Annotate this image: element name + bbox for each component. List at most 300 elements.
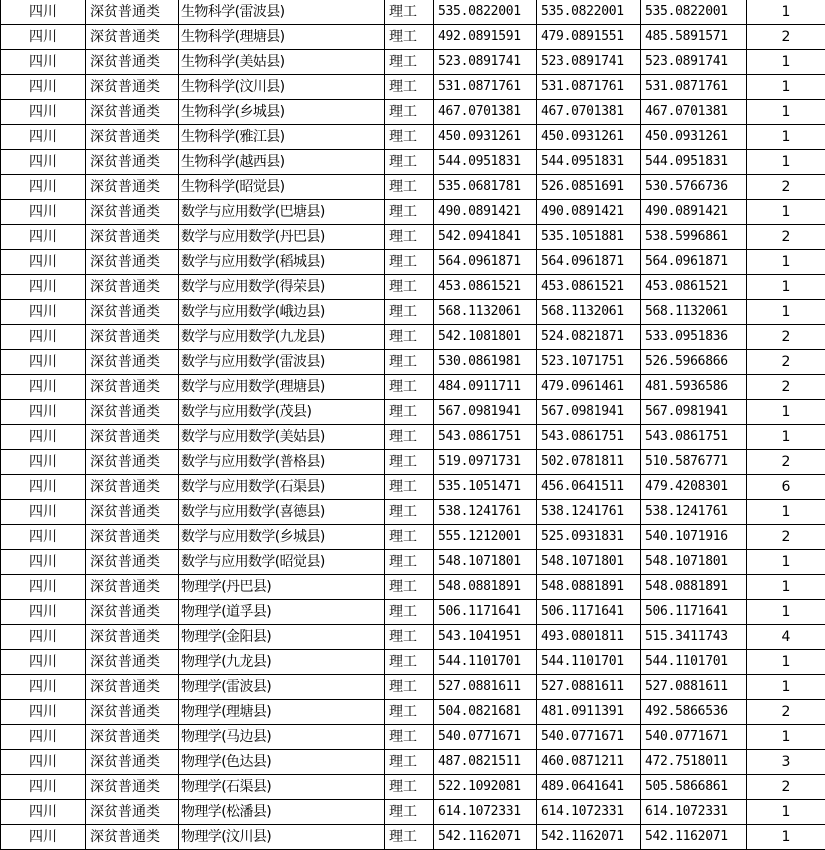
subject-type-cell: 理工 — [385, 650, 434, 675]
min-score-cell: 568.1132061 — [537, 300, 641, 325]
category-cell: 深贫普通类 — [86, 100, 179, 125]
max-score-cell: 544.1101701 — [434, 650, 537, 675]
avg-score-cell: 567.0981941 — [641, 400, 747, 425]
category-cell: 深贫普通类 — [86, 25, 179, 50]
min-score-cell: 542.1162071 — [537, 825, 641, 850]
max-score-cell: 519.0971731 — [434, 450, 537, 475]
max-score-cell: 467.0701381 — [434, 100, 537, 125]
major-cell: 数学与应用数学(普格县) — [179, 450, 385, 475]
subject-type-cell: 理工 — [385, 800, 434, 825]
avg-score-cell: 526.5966866 — [641, 350, 747, 375]
subject-type-cell: 理工 — [385, 550, 434, 575]
avg-score-cell: 530.5766736 — [641, 175, 747, 200]
subject-type-cell: 理工 — [385, 50, 434, 75]
admit-count-cell: 2 — [747, 775, 825, 800]
category-cell: 深贫普通类 — [86, 375, 179, 400]
min-score-cell: 502.0781811 — [537, 450, 641, 475]
category-cell: 深贫普通类 — [86, 750, 179, 775]
max-score-cell: 450.0931261 — [434, 125, 537, 150]
max-score-cell: 523.0891741 — [434, 50, 537, 75]
admit-count-cell: 2 — [747, 175, 825, 200]
province-cell: 四川 — [1, 550, 86, 575]
admit-count-cell: 1 — [747, 425, 825, 450]
major-cell: 生物科学(汶川县) — [179, 75, 385, 100]
province-cell: 四川 — [1, 250, 86, 275]
min-score-cell: 543.0861751 — [537, 425, 641, 450]
province-cell: 四川 — [1, 800, 86, 825]
major-cell: 数学与应用数学(茂县) — [179, 400, 385, 425]
min-score-cell: 490.0891421 — [537, 200, 641, 225]
subject-type-cell: 理工 — [385, 200, 434, 225]
category-cell: 深贫普通类 — [86, 175, 179, 200]
province-cell: 四川 — [1, 775, 86, 800]
major-cell: 物理学(丹巴县) — [179, 575, 385, 600]
admit-count-cell: 2 — [747, 225, 825, 250]
max-score-cell: 544.0951831 — [434, 150, 537, 175]
admit-count-cell: 1 — [747, 800, 825, 825]
subject-type-cell: 理工 — [385, 175, 434, 200]
max-score-cell: 538.1241761 — [434, 500, 537, 525]
table-row — [1, 800, 825, 825]
table-row — [1, 350, 825, 375]
subject-type-cell: 理工 — [385, 525, 434, 550]
province-cell: 四川 — [1, 350, 86, 375]
major-cell: 生物科学(昭觉县) — [179, 175, 385, 200]
subject-type-cell: 理工 — [385, 625, 434, 650]
table-row — [1, 700, 825, 725]
table-row — [1, 50, 825, 75]
major-cell: 物理学(汶川县) — [179, 825, 385, 850]
avg-score-cell: 481.5936586 — [641, 375, 747, 400]
table-row — [1, 550, 825, 575]
table-row — [1, 300, 825, 325]
category-cell: 深贫普通类 — [86, 350, 179, 375]
admit-count-cell: 2 — [747, 325, 825, 350]
avg-score-cell: 505.5866861 — [641, 775, 747, 800]
admit-count-cell: 2 — [747, 525, 825, 550]
major-cell: 数学与应用数学(乡城县) — [179, 525, 385, 550]
max-score-cell: 540.0771671 — [434, 725, 537, 750]
province-cell: 四川 — [1, 225, 86, 250]
table-row — [1, 150, 825, 175]
table-row — [1, 750, 825, 775]
admit-count-cell: 1 — [747, 675, 825, 700]
avg-score-cell: 540.0771671 — [641, 725, 747, 750]
province-cell: 四川 — [1, 275, 86, 300]
avg-score-cell: 614.1072331 — [641, 800, 747, 825]
category-cell: 深贫普通类 — [86, 650, 179, 675]
major-cell: 数学与应用数学(峨边县) — [179, 300, 385, 325]
major-cell: 生物科学(雅江县) — [179, 125, 385, 150]
table-row — [1, 175, 825, 200]
avg-score-cell: 542.1162071 — [641, 825, 747, 850]
max-score-cell: 484.0911711 — [434, 375, 537, 400]
province-cell: 四川 — [1, 750, 86, 775]
min-score-cell: 614.1072331 — [537, 800, 641, 825]
max-score-cell: 543.1041951 — [434, 625, 537, 650]
avg-score-cell: 492.5866536 — [641, 700, 747, 725]
admit-count-cell: 3 — [747, 750, 825, 775]
category-cell: 深贫普通类 — [86, 275, 179, 300]
category-cell: 深贫普通类 — [86, 400, 179, 425]
min-score-cell: 479.0961461 — [537, 375, 641, 400]
province-cell: 四川 — [1, 75, 86, 100]
table-row — [1, 225, 825, 250]
admit-count-cell: 1 — [747, 650, 825, 675]
admit-count-cell: 1 — [747, 50, 825, 75]
category-cell: 深贫普通类 — [86, 800, 179, 825]
max-score-cell: 542.0941841 — [434, 225, 537, 250]
subject-type-cell: 理工 — [385, 450, 434, 475]
min-score-cell: 524.0821871 — [537, 325, 641, 350]
max-score-cell: 548.0881891 — [434, 575, 537, 600]
province-cell: 四川 — [1, 0, 86, 25]
category-cell: 深贫普通类 — [86, 200, 179, 225]
category-cell: 深贫普通类 — [86, 450, 179, 475]
province-cell: 四川 — [1, 675, 86, 700]
min-score-cell: 548.1071801 — [537, 550, 641, 575]
avg-score-cell: 479.4208301 — [641, 475, 747, 500]
max-score-cell: 492.0891591 — [434, 25, 537, 50]
subject-type-cell: 理工 — [385, 400, 434, 425]
avg-score-cell: 544.1101701 — [641, 650, 747, 675]
admit-count-cell: 1 — [747, 600, 825, 625]
admit-count-cell: 2 — [747, 350, 825, 375]
subject-type-cell: 理工 — [385, 725, 434, 750]
avg-score-cell: 510.5876771 — [641, 450, 747, 475]
category-cell: 深贫普通类 — [86, 250, 179, 275]
avg-score-cell: 453.0861521 — [641, 275, 747, 300]
major-cell: 数学与应用数学(喜德县) — [179, 500, 385, 525]
major-cell: 物理学(石渠县) — [179, 775, 385, 800]
major-cell: 物理学(雷波县) — [179, 675, 385, 700]
province-cell: 四川 — [1, 725, 86, 750]
table-body — [1, 0, 825, 850]
major-cell: 物理学(马边县) — [179, 725, 385, 750]
max-score-cell: 453.0861521 — [434, 275, 537, 300]
table-row — [1, 75, 825, 100]
major-cell: 数学与应用数学(得荣县) — [179, 275, 385, 300]
subject-type-cell: 理工 — [385, 300, 434, 325]
admit-count-cell: 2 — [747, 25, 825, 50]
major-cell: 物理学(色达县) — [179, 750, 385, 775]
min-score-cell: 489.0641641 — [537, 775, 641, 800]
avg-score-cell: 485.5891571 — [641, 25, 747, 50]
subject-type-cell: 理工 — [385, 25, 434, 50]
avg-score-cell: 543.0861751 — [641, 425, 747, 450]
admit-count-cell: 1 — [747, 125, 825, 150]
admit-count-cell: 2 — [747, 700, 825, 725]
subject-type-cell: 理工 — [385, 750, 434, 775]
admit-count-cell: 1 — [747, 75, 825, 100]
category-cell: 深贫普通类 — [86, 775, 179, 800]
category-cell: 深贫普通类 — [86, 700, 179, 725]
min-score-cell: 481.0911391 — [537, 700, 641, 725]
category-cell: 深贫普通类 — [86, 600, 179, 625]
min-score-cell: 467.0701381 — [537, 100, 641, 125]
category-cell: 深贫普通类 — [86, 300, 179, 325]
avg-score-cell: 467.0701381 — [641, 100, 747, 125]
subject-type-cell: 理工 — [385, 600, 434, 625]
table-row — [1, 250, 825, 275]
province-cell: 四川 — [1, 625, 86, 650]
admit-count-cell: 1 — [747, 500, 825, 525]
min-score-cell: 544.1101701 — [537, 650, 641, 675]
table-row — [1, 825, 825, 850]
table-row — [1, 275, 825, 300]
province-cell: 四川 — [1, 500, 86, 525]
category-cell: 深贫普通类 — [86, 575, 179, 600]
subject-type-cell: 理工 — [385, 425, 434, 450]
subject-type-cell: 理工 — [385, 675, 434, 700]
max-score-cell: 567.0981941 — [434, 400, 537, 425]
min-score-cell: 535.1051881 — [537, 225, 641, 250]
table-row — [1, 0, 825, 25]
min-score-cell: 523.1071751 — [537, 350, 641, 375]
table-row — [1, 100, 825, 125]
admit-count-cell: 1 — [747, 725, 825, 750]
avg-score-cell: 538.1241761 — [641, 500, 747, 525]
avg-score-cell: 515.3411743 — [641, 625, 747, 650]
table-row — [1, 775, 825, 800]
major-cell: 数学与应用数学(美姑县) — [179, 425, 385, 450]
province-cell: 四川 — [1, 50, 86, 75]
min-score-cell: 493.0801811 — [537, 625, 641, 650]
min-score-cell: 527.0881611 — [537, 675, 641, 700]
min-score-cell: 479.0891551 — [537, 25, 641, 50]
table-row — [1, 325, 825, 350]
category-cell: 深贫普通类 — [86, 625, 179, 650]
major-cell: 数学与应用数学(丹巴县) — [179, 225, 385, 250]
major-cell: 数学与应用数学(稻城县) — [179, 250, 385, 275]
admit-count-cell: 1 — [747, 275, 825, 300]
min-score-cell: 564.0961871 — [537, 250, 641, 275]
avg-score-cell: 568.1132061 — [641, 300, 747, 325]
avg-score-cell: 538.5996861 — [641, 225, 747, 250]
min-score-cell: 506.1171641 — [537, 600, 641, 625]
admit-count-cell: 1 — [747, 400, 825, 425]
min-score-cell: 548.0881891 — [537, 575, 641, 600]
avg-score-cell: 564.0961871 — [641, 250, 747, 275]
subject-type-cell: 理工 — [385, 500, 434, 525]
max-score-cell: 527.0881611 — [434, 675, 537, 700]
admit-count-cell: 2 — [747, 375, 825, 400]
max-score-cell: 490.0891421 — [434, 200, 537, 225]
avg-score-cell: 527.0881611 — [641, 675, 747, 700]
major-cell: 数学与应用数学(九龙县) — [179, 325, 385, 350]
admit-count-cell: 1 — [747, 550, 825, 575]
min-score-cell: 525.0931831 — [537, 525, 641, 550]
category-cell: 深贫普通类 — [86, 825, 179, 850]
admit-count-cell: 1 — [747, 100, 825, 125]
province-cell: 四川 — [1, 150, 86, 175]
table-row — [1, 725, 825, 750]
avg-score-cell: 535.0822001 — [641, 0, 747, 25]
admit-count-cell: 6 — [747, 475, 825, 500]
min-score-cell: 540.0771671 — [537, 725, 641, 750]
min-score-cell: 526.0851691 — [537, 175, 641, 200]
category-cell: 深贫普通类 — [86, 525, 179, 550]
max-score-cell: 504.0821681 — [434, 700, 537, 725]
category-cell: 深贫普通类 — [86, 50, 179, 75]
province-cell: 四川 — [1, 175, 86, 200]
major-cell: 物理学(金阳县) — [179, 625, 385, 650]
min-score-cell: 531.0871761 — [537, 75, 641, 100]
category-cell: 深贫普通类 — [86, 0, 179, 25]
category-cell: 深贫普通类 — [86, 75, 179, 100]
subject-type-cell: 理工 — [385, 775, 434, 800]
avg-score-cell: 472.7518011 — [641, 750, 747, 775]
admit-count-cell: 1 — [747, 825, 825, 850]
category-cell: 深贫普通类 — [86, 500, 179, 525]
province-cell: 四川 — [1, 400, 86, 425]
province-cell: 四川 — [1, 600, 86, 625]
province-cell: 四川 — [1, 450, 86, 475]
avg-score-cell: 506.1171641 — [641, 600, 747, 625]
province-cell: 四川 — [1, 325, 86, 350]
table-row — [1, 200, 825, 225]
max-score-cell: 531.0871761 — [434, 75, 537, 100]
major-cell: 生物科学(越西县) — [179, 150, 385, 175]
avg-score-cell: 533.0951836 — [641, 325, 747, 350]
subject-type-cell: 理工 — [385, 250, 434, 275]
major-cell: 数学与应用数学(昭觉县) — [179, 550, 385, 575]
table-row — [1, 650, 825, 675]
min-score-cell: 567.0981941 — [537, 400, 641, 425]
max-score-cell: 487.0821511 — [434, 750, 537, 775]
max-score-cell: 542.1081801 — [434, 325, 537, 350]
major-cell: 数学与应用数学(石渠县) — [179, 475, 385, 500]
category-cell: 深贫普通类 — [86, 225, 179, 250]
province-cell: 四川 — [1, 700, 86, 725]
major-cell: 物理学(理塘县) — [179, 700, 385, 725]
province-cell: 四川 — [1, 825, 86, 850]
max-score-cell: 506.1171641 — [434, 600, 537, 625]
avg-score-cell: 548.1071801 — [641, 550, 747, 575]
admit-count-cell: 4 — [747, 625, 825, 650]
subject-type-cell: 理工 — [385, 475, 434, 500]
min-score-cell: 544.0951831 — [537, 150, 641, 175]
avg-score-cell: 450.0931261 — [641, 125, 747, 150]
max-score-cell: 548.1071801 — [434, 550, 537, 575]
avg-score-cell: 544.0951831 — [641, 150, 747, 175]
admit-count-cell: 1 — [747, 575, 825, 600]
table-row — [1, 125, 825, 150]
major-cell: 生物科学(雷波县) — [179, 0, 385, 25]
province-cell: 四川 — [1, 25, 86, 50]
min-score-cell: 535.0822001 — [537, 0, 641, 25]
major-cell: 生物科学(乡城县) — [179, 100, 385, 125]
subject-type-cell: 理工 — [385, 375, 434, 400]
province-cell: 四川 — [1, 650, 86, 675]
max-score-cell: 555.1212001 — [434, 525, 537, 550]
subject-type-cell: 理工 — [385, 125, 434, 150]
major-cell: 物理学(九龙县) — [179, 650, 385, 675]
avg-score-cell: 531.0871761 — [641, 75, 747, 100]
major-cell: 物理学(松潘县) — [179, 800, 385, 825]
subject-type-cell: 理工 — [385, 275, 434, 300]
category-cell: 深贫普通类 — [86, 725, 179, 750]
major-cell: 物理学(道孚县) — [179, 600, 385, 625]
major-cell: 数学与应用数学(理塘县) — [179, 375, 385, 400]
subject-type-cell: 理工 — [385, 325, 434, 350]
min-score-cell: 460.0871211 — [537, 750, 641, 775]
major-cell: 数学与应用数学(巴塘县) — [179, 200, 385, 225]
admit-count-cell: 1 — [747, 150, 825, 175]
admit-count-cell: 1 — [747, 250, 825, 275]
subject-type-cell: 理工 — [385, 75, 434, 100]
max-score-cell: 530.0861981 — [434, 350, 537, 375]
category-cell: 深贫普通类 — [86, 150, 179, 175]
table-row — [1, 450, 825, 475]
table-row — [1, 575, 825, 600]
category-cell: 深贫普通类 — [86, 325, 179, 350]
major-cell: 数学与应用数学(雷波县) — [179, 350, 385, 375]
subject-type-cell: 理工 — [385, 0, 434, 25]
min-score-cell: 523.0891741 — [537, 50, 641, 75]
admit-count-cell: 1 — [747, 0, 825, 25]
category-cell: 深贫普通类 — [86, 425, 179, 450]
major-cell: 生物科学(美姑县) — [179, 50, 385, 75]
table-row — [1, 525, 825, 550]
table-row — [1, 600, 825, 625]
max-score-cell: 543.0861751 — [434, 425, 537, 450]
province-cell: 四川 — [1, 525, 86, 550]
subject-type-cell: 理工 — [385, 150, 434, 175]
max-score-cell: 522.1092081 — [434, 775, 537, 800]
province-cell: 四川 — [1, 475, 86, 500]
avg-score-cell: 490.0891421 — [641, 200, 747, 225]
table-row — [1, 625, 825, 650]
min-score-cell: 453.0861521 — [537, 275, 641, 300]
admit-count-cell: 2 — [747, 450, 825, 475]
max-score-cell: 535.0681781 — [434, 175, 537, 200]
admit-count-cell: 1 — [747, 200, 825, 225]
province-cell: 四川 — [1, 300, 86, 325]
max-score-cell: 542.1162071 — [434, 825, 537, 850]
max-score-cell: 564.0961871 — [434, 250, 537, 275]
province-cell: 四川 — [1, 100, 86, 125]
subject-type-cell: 理工 — [385, 825, 434, 850]
subject-type-cell: 理工 — [385, 575, 434, 600]
max-score-cell: 535.0822001 — [434, 0, 537, 25]
min-score-cell: 450.0931261 — [537, 125, 641, 150]
category-cell: 深贫普通类 — [86, 550, 179, 575]
subject-type-cell: 理工 — [385, 100, 434, 125]
max-score-cell: 614.1072331 — [434, 800, 537, 825]
avg-score-cell: 540.1071916 — [641, 525, 747, 550]
category-cell: 深贫普通类 — [86, 125, 179, 150]
province-cell: 四川 — [1, 125, 86, 150]
major-cell: 生物科学(理塘县) — [179, 25, 385, 50]
table-row — [1, 400, 825, 425]
subject-type-cell: 理工 — [385, 225, 434, 250]
table-row — [1, 425, 825, 450]
avg-score-cell: 548.0881891 — [641, 575, 747, 600]
max-score-cell: 568.1132061 — [434, 300, 537, 325]
table-row — [1, 375, 825, 400]
subject-type-cell: 理工 — [385, 700, 434, 725]
province-cell: 四川 — [1, 200, 86, 225]
category-cell: 深贫普通类 — [86, 675, 179, 700]
table-row — [1, 25, 825, 50]
avg-score-cell: 523.0891741 — [641, 50, 747, 75]
table-row — [1, 475, 825, 500]
min-score-cell: 538.1241761 — [537, 500, 641, 525]
min-score-cell: 456.0641511 — [537, 475, 641, 500]
province-cell: 四川 — [1, 375, 86, 400]
category-cell: 深贫普通类 — [86, 475, 179, 500]
